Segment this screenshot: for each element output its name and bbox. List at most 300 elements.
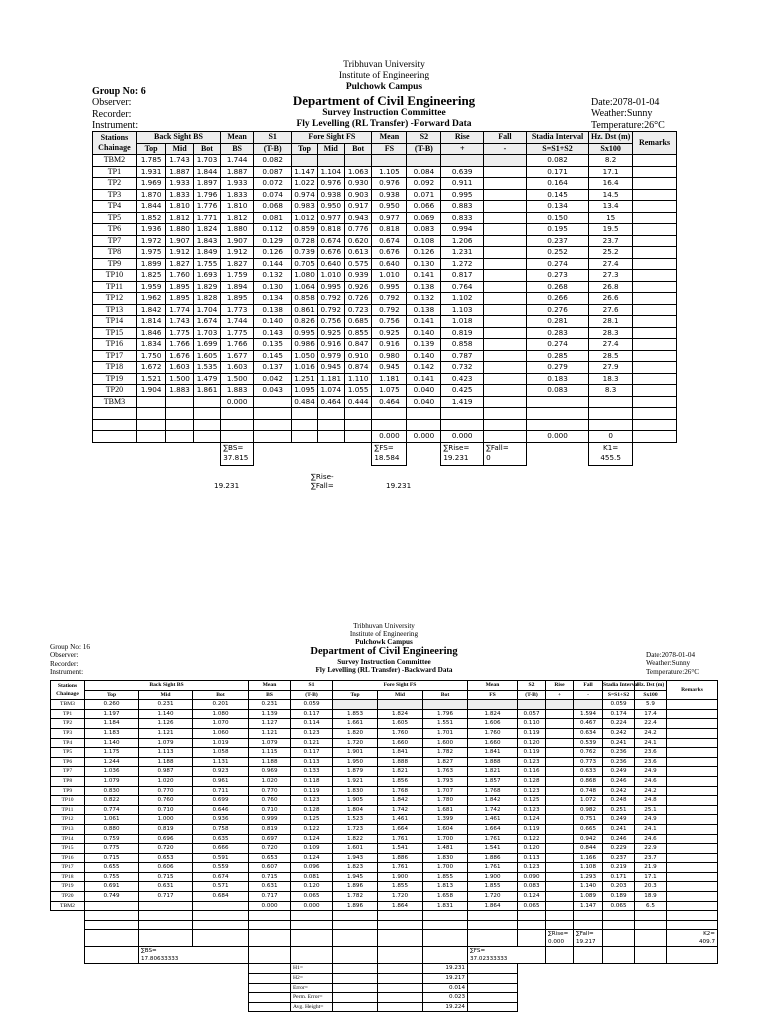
- data-cell: 0.923: [193, 767, 249, 777]
- data-cell: 0.938: [317, 189, 344, 201]
- data-cell: 0.171: [526, 166, 588, 178]
- data-cell: [344, 155, 371, 167]
- rise-fall-note: [311, 472, 334, 490]
- data-cell: 0.974: [292, 189, 317, 201]
- data-cell: 1.771: [193, 212, 220, 224]
- data-cell: 26.8: [589, 281, 633, 293]
- data-cell: 1.703: [193, 327, 220, 339]
- data-cell: 1.707: [423, 786, 468, 796]
- table-row: [51, 796, 718, 806]
- data-cell: 0.219: [603, 863, 635, 873]
- data-cell: 1.827: [166, 258, 193, 270]
- data-cell: 0.859: [292, 224, 317, 236]
- data-cell: 0.950: [372, 201, 407, 213]
- data-cell: 0.116: [518, 767, 546, 777]
- data-cell: 0.748: [574, 786, 603, 796]
- data-cell: [484, 385, 527, 397]
- data-cell: 1.231: [441, 247, 484, 259]
- station-cell: TP16: [51, 853, 85, 863]
- data-cell: 1.703: [193, 155, 220, 167]
- data-cell: 0.140: [407, 327, 441, 339]
- data-cell: 1.603: [221, 362, 254, 374]
- instrument-label: Instrument:: [92, 119, 139, 131]
- data-cell: 1.843: [193, 235, 220, 247]
- date-label: Date:2078-01-04: [591, 97, 660, 108]
- station-cell: TP14: [51, 834, 85, 844]
- data-cell: 0.423: [441, 373, 484, 385]
- data-cell: 1.821: [378, 767, 423, 777]
- remarks-cell: [633, 373, 677, 385]
- backward-table: [50, 680, 718, 1012]
- data-cell: 0.774: [85, 805, 139, 815]
- data-cell: 0.764: [441, 281, 484, 293]
- data-cell: 1.063: [344, 166, 371, 178]
- data-cell: [423, 700, 468, 710]
- summary-cell: [468, 993, 518, 1003]
- k2-label: K2=: [703, 931, 715, 938]
- data-cell: 1.773: [221, 304, 254, 316]
- data-cell: 1.776: [193, 201, 220, 213]
- data-cell: 0.817: [441, 270, 484, 282]
- data-cell: 0.943: [344, 212, 371, 224]
- data-cell: 0.124: [518, 815, 546, 825]
- data-cell: 22.9: [635, 844, 667, 854]
- data-cell: 0.248: [603, 796, 635, 806]
- station-cell: TP20: [93, 385, 137, 397]
- data-cell: [484, 327, 527, 339]
- data-cell: 0.112: [254, 224, 292, 236]
- data-cell: 0.081: [291, 872, 333, 882]
- summary-cell: [468, 1002, 518, 1012]
- remarks-cell: [667, 776, 718, 786]
- data-cell: 0.444: [344, 396, 371, 408]
- remarks-cell: [667, 796, 718, 806]
- data-cell: [484, 247, 527, 259]
- data-cell: 0.653: [249, 853, 291, 863]
- committee-name: Survey Instruction Committee: [322, 108, 446, 118]
- sum-rise-value: 0.000: [548, 939, 565, 946]
- data-cell: 1.080: [292, 270, 317, 282]
- data-cell: 1.879: [333, 767, 378, 777]
- summary-cell: [139, 983, 193, 993]
- table-row: [93, 373, 677, 385]
- data-cell: 0.268: [526, 281, 588, 293]
- data-cell: 1.761: [378, 863, 423, 873]
- summary-label: Avg. Height=: [291, 1002, 333, 1012]
- remarks-cell: [667, 786, 718, 796]
- data-cell: 1.793: [423, 776, 468, 786]
- data-cell: 24.6: [635, 776, 667, 786]
- data-cell: 0.252: [526, 247, 588, 259]
- station-cell: TP12: [51, 815, 85, 825]
- data-cell: 0.620: [344, 235, 371, 247]
- data-cell: 0.123: [518, 805, 546, 815]
- data-cell: 1.677: [221, 350, 254, 362]
- data-cell: 0.113: [518, 853, 546, 863]
- data-cell: 1.018: [441, 316, 484, 328]
- data-cell: 0.995: [292, 327, 317, 339]
- remarks-cell: [633, 327, 677, 339]
- data-cell: 1.674: [193, 316, 220, 328]
- height-summary: [51, 964, 718, 1012]
- blank-row: [93, 408, 677, 420]
- data-cell: 1.950: [333, 757, 378, 767]
- data-cell: 0.123: [518, 757, 546, 767]
- data-cell: 0.720: [249, 844, 291, 854]
- remarks-cell: [667, 719, 718, 729]
- data-cell: 0.861: [292, 304, 317, 316]
- station-cell: TP5: [93, 212, 137, 224]
- data-cell: [136, 396, 166, 408]
- remarks-cell: [667, 757, 718, 767]
- data-cell: 1.846: [136, 327, 166, 339]
- data-cell: 1.886: [468, 853, 518, 863]
- station-cell: TP3: [51, 728, 85, 738]
- data-cell: 1.896: [333, 901, 378, 911]
- table-row: [93, 258, 677, 270]
- header-rise: Rise: [441, 132, 484, 144]
- sum-rise-cell: [441, 442, 484, 465]
- summary-cell: [603, 964, 635, 974]
- header-mean-fs: Mean: [468, 681, 518, 691]
- header-fs: FS: [372, 143, 407, 155]
- station-cell: TP16: [93, 339, 137, 351]
- data-cell: 1.886: [378, 853, 423, 863]
- data-cell: 0.976: [372, 178, 407, 190]
- data-cell: 1.604: [423, 824, 468, 834]
- data-cell: [546, 719, 574, 729]
- data-cell: 1.760: [468, 728, 518, 738]
- data-cell: 27.6: [589, 304, 633, 316]
- data-cell: 1.080: [193, 709, 249, 719]
- data-cell: 28.3: [589, 327, 633, 339]
- data-cell: 0.717: [139, 892, 193, 902]
- total-stadia-zero: 0.000: [526, 431, 588, 443]
- data-cell: 1.079: [249, 738, 291, 748]
- data-cell: [484, 235, 527, 247]
- summary-value: 0.023: [423, 993, 468, 1003]
- data-cell: 1.834: [136, 339, 166, 351]
- summary-cell: [574, 993, 603, 1003]
- data-cell: 27.9: [589, 362, 633, 374]
- data-cell: 1.812: [166, 212, 193, 224]
- data-cell: 1.760: [378, 728, 423, 738]
- data-cell: 28.1: [589, 316, 633, 328]
- rise-note-label: ∑Rise-: [311, 472, 334, 481]
- data-cell: 0.150: [526, 212, 588, 224]
- sum-fall-cell: [484, 442, 527, 465]
- data-cell: 0.787: [441, 350, 484, 362]
- data-cell: [546, 834, 574, 844]
- summary-cell: [635, 993, 667, 1003]
- header-fall: Fall: [484, 132, 527, 144]
- data-cell: 0.145: [254, 350, 292, 362]
- data-cell: 0.484: [292, 396, 317, 408]
- data-cell: 27.3: [589, 270, 633, 282]
- sum-bs-cell: [221, 442, 254, 465]
- data-cell: 0.130: [407, 258, 441, 270]
- data-cell: [484, 316, 527, 328]
- group-label: Group No: 6: [92, 86, 146, 97]
- total-fs-zero: 0.000: [372, 431, 407, 443]
- data-cell: 1.181: [372, 373, 407, 385]
- sum-rise-cell: [546, 930, 574, 947]
- table-row: [93, 224, 677, 236]
- data-cell: [139, 901, 193, 911]
- data-cell: 0.676: [317, 247, 344, 259]
- summary-value: 19.231: [423, 964, 468, 974]
- data-cell: 0.042: [254, 373, 292, 385]
- data-cell: 1.188: [249, 757, 291, 767]
- data-cell: 1.606: [468, 719, 518, 729]
- data-cell: 1.605: [193, 350, 220, 362]
- data-cell: [546, 786, 574, 796]
- data-cell: 0.066: [407, 201, 441, 213]
- header-bs: BS: [221, 143, 254, 155]
- data-cell: 21.9: [635, 863, 667, 873]
- data-cell: 0.635: [193, 834, 249, 844]
- data-cell: 1.761: [378, 834, 423, 844]
- data-cell: 1.147: [292, 166, 317, 178]
- campus-name: Pulchowk Campus: [345, 82, 423, 92]
- data-cell: 0.818: [372, 224, 407, 236]
- remarks-cell: [667, 882, 718, 892]
- data-cell: 0.995: [372, 281, 407, 293]
- date-label: Date:2078-01-04: [646, 651, 696, 659]
- header-stations: Stations Chainage: [93, 132, 137, 155]
- data-cell: 1.061: [85, 815, 139, 825]
- data-cell: 1.461: [468, 815, 518, 825]
- university-name: Tribhuvan University: [353, 622, 415, 630]
- table-row: [93, 235, 677, 247]
- data-cell: [484, 178, 527, 190]
- data-cell: 1.774: [166, 304, 193, 316]
- table-row: [93, 362, 677, 374]
- data-cell: 0.633: [574, 767, 603, 777]
- data-cell: 0.559: [193, 863, 249, 873]
- data-cell: 1.905: [333, 796, 378, 806]
- data-cell: 0.819: [441, 327, 484, 339]
- table-row: [51, 824, 718, 834]
- data-cell: 0.082: [254, 155, 292, 167]
- data-cell: 0.000: [221, 396, 254, 408]
- data-cell: 1.823: [333, 863, 378, 873]
- data-cell: 0.126: [254, 247, 292, 259]
- data-cell: [484, 339, 527, 351]
- data-cell: 28.5: [589, 350, 633, 362]
- data-cell: 1.664: [378, 824, 423, 834]
- table-row: [93, 247, 677, 259]
- data-cell: [546, 863, 574, 873]
- header-s1: S1: [254, 132, 292, 144]
- summary-cell: [51, 974, 85, 984]
- data-cell: 0.655: [85, 863, 139, 873]
- remarks-cell: [633, 350, 677, 362]
- remarks-cell: [633, 396, 677, 408]
- data-cell: 0.792: [317, 304, 344, 316]
- data-cell: 17.1: [635, 872, 667, 882]
- data-cell: 1.676: [166, 350, 193, 362]
- station-cell: TP5: [51, 748, 85, 758]
- data-cell: 25.2: [589, 247, 633, 259]
- data-cell: 1.796: [423, 709, 468, 719]
- data-cell: [193, 901, 249, 911]
- remarks-cell: [667, 709, 718, 719]
- data-cell: 1.912: [221, 247, 254, 259]
- data-cell: 0.696: [139, 834, 193, 844]
- data-cell: 1.600: [423, 738, 468, 748]
- data-cell: 1.936: [136, 224, 166, 236]
- data-cell: 0.674: [193, 872, 249, 882]
- data-cell: 1.481: [423, 844, 468, 854]
- blank-row: [51, 911, 718, 921]
- totals-row: [93, 431, 677, 443]
- blank-row: [51, 920, 718, 930]
- data-cell: [484, 396, 527, 408]
- data-cell: 0.591: [193, 853, 249, 863]
- data-cell: 0.715: [85, 853, 139, 863]
- data-cell: 0.109: [291, 844, 333, 854]
- data-cell: 0.120: [518, 844, 546, 854]
- data-cell: 0.143: [254, 327, 292, 339]
- summary-cell: [667, 964, 718, 974]
- data-cell: 1.830: [423, 853, 468, 863]
- data-cell: 14.5: [589, 189, 633, 201]
- data-cell: 1.672: [136, 362, 166, 374]
- data-cell: 1.972: [136, 235, 166, 247]
- data-cell: 6.5: [635, 901, 667, 911]
- data-cell: 0.868: [574, 776, 603, 786]
- data-cell: 1.857: [468, 776, 518, 786]
- summary-cell: [249, 974, 291, 984]
- data-cell: 1.782: [423, 748, 468, 758]
- data-cell: 0.242: [603, 786, 635, 796]
- summary-label: Perm. Error=: [291, 993, 333, 1003]
- data-cell: 1.887: [166, 166, 193, 178]
- header-backsight: Back Sight BS: [136, 132, 220, 144]
- data-cell: [546, 815, 574, 825]
- data-cell: [292, 155, 317, 167]
- data-cell: [546, 901, 574, 911]
- data-cell: 1.828: [193, 293, 220, 305]
- data-cell: 0.129: [254, 235, 292, 247]
- data-cell: 1.750: [136, 350, 166, 362]
- data-cell: 1.766: [166, 339, 193, 351]
- data-cell: 1.759: [221, 270, 254, 282]
- header-hzdst: Hz. Dst (m): [635, 681, 667, 691]
- data-cell: 1.175: [85, 748, 139, 758]
- summary-cell: [635, 974, 667, 984]
- forward-table: [92, 131, 677, 466]
- data-cell: 0.903: [344, 189, 371, 201]
- data-cell: [546, 748, 574, 758]
- data-cell: 0.072: [254, 178, 292, 190]
- data-cell: 1.010: [372, 270, 407, 282]
- table-row: [51, 872, 718, 882]
- data-cell: 1.887: [221, 166, 254, 178]
- data-cell: 0.995: [441, 189, 484, 201]
- data-cell: 1.824: [378, 709, 423, 719]
- summary-value: 19.217: [423, 974, 468, 984]
- data-cell: 1.855: [378, 882, 423, 892]
- data-cell: 1.880: [166, 224, 193, 236]
- data-cell: 24.2: [635, 786, 667, 796]
- data-cell: [484, 258, 527, 270]
- data-cell: 18.9: [635, 892, 667, 902]
- summary-cell: [333, 993, 378, 1003]
- data-cell: 0.631: [139, 882, 193, 892]
- data-cell: 0.691: [85, 882, 139, 892]
- data-cell: [546, 738, 574, 748]
- data-cell: 0.770: [139, 786, 193, 796]
- data-cell: 0.711: [193, 786, 249, 796]
- data-cell: 0.945: [372, 362, 407, 374]
- data-cell: 0.065: [603, 901, 635, 911]
- data-cell: [484, 201, 527, 213]
- data-cell: 1.870: [136, 189, 166, 201]
- header-fs: FS: [468, 690, 518, 700]
- data-cell: 0.145: [526, 189, 588, 201]
- data-cell: 1.895: [166, 293, 193, 305]
- data-cell: 1.813: [423, 882, 468, 892]
- data-cell: 0.123: [291, 728, 333, 738]
- data-cell: 1.115: [249, 748, 291, 758]
- data-cell: 0.113: [291, 757, 333, 767]
- data-cell: 0.249: [603, 815, 635, 825]
- header-stations: Stations Chainage: [51, 681, 85, 700]
- data-cell: 1.139: [249, 709, 291, 719]
- header-foresight: Fore Sight FS: [292, 132, 372, 144]
- summary-cell: [139, 1002, 193, 1012]
- table-row: [51, 853, 718, 863]
- table-row: [93, 327, 677, 339]
- remarks-cell: [633, 247, 677, 259]
- data-cell: 0.994: [441, 224, 484, 236]
- data-cell: 0.666: [193, 844, 249, 854]
- data-cell: 0.684: [193, 892, 249, 902]
- data-cell: 0.274: [526, 339, 588, 351]
- summary-row: [51, 1002, 718, 1012]
- data-cell: 0.096: [291, 863, 333, 873]
- sum-fs-label: ∑FS=: [470, 948, 486, 955]
- sheet-subtitle: Fly Levelling (RL Transfer) -Forward Data: [296, 119, 472, 129]
- summary-row: [51, 983, 718, 993]
- table-row: [51, 786, 718, 796]
- data-cell: 1.899: [136, 258, 166, 270]
- station-cell: TP8: [93, 247, 137, 259]
- total-hz-zero: 0: [589, 431, 633, 443]
- data-cell: 0.938: [372, 189, 407, 201]
- data-cell: 0.916: [372, 339, 407, 351]
- data-cell: 1.841: [468, 748, 518, 758]
- remarks-cell: [633, 281, 677, 293]
- data-cell: 0.122: [518, 834, 546, 844]
- data-cell: [484, 362, 527, 374]
- data-cell: 1.856: [378, 776, 423, 786]
- sum-fs-value: 18.584: [374, 452, 400, 462]
- summary-cell: [518, 1002, 546, 1012]
- data-cell: [333, 700, 378, 710]
- table-row: [51, 882, 718, 892]
- sum-fs-value: 37.02333333: [470, 956, 508, 963]
- data-cell: 1.888: [468, 757, 518, 767]
- data-cell: 0.132: [407, 293, 441, 305]
- data-cell: 0.141: [407, 316, 441, 328]
- data-cell: 0.124: [291, 834, 333, 844]
- data-cell: 1.907: [221, 235, 254, 247]
- data-cell: 1.743: [166, 155, 193, 167]
- data-cell: 0.237: [603, 853, 635, 863]
